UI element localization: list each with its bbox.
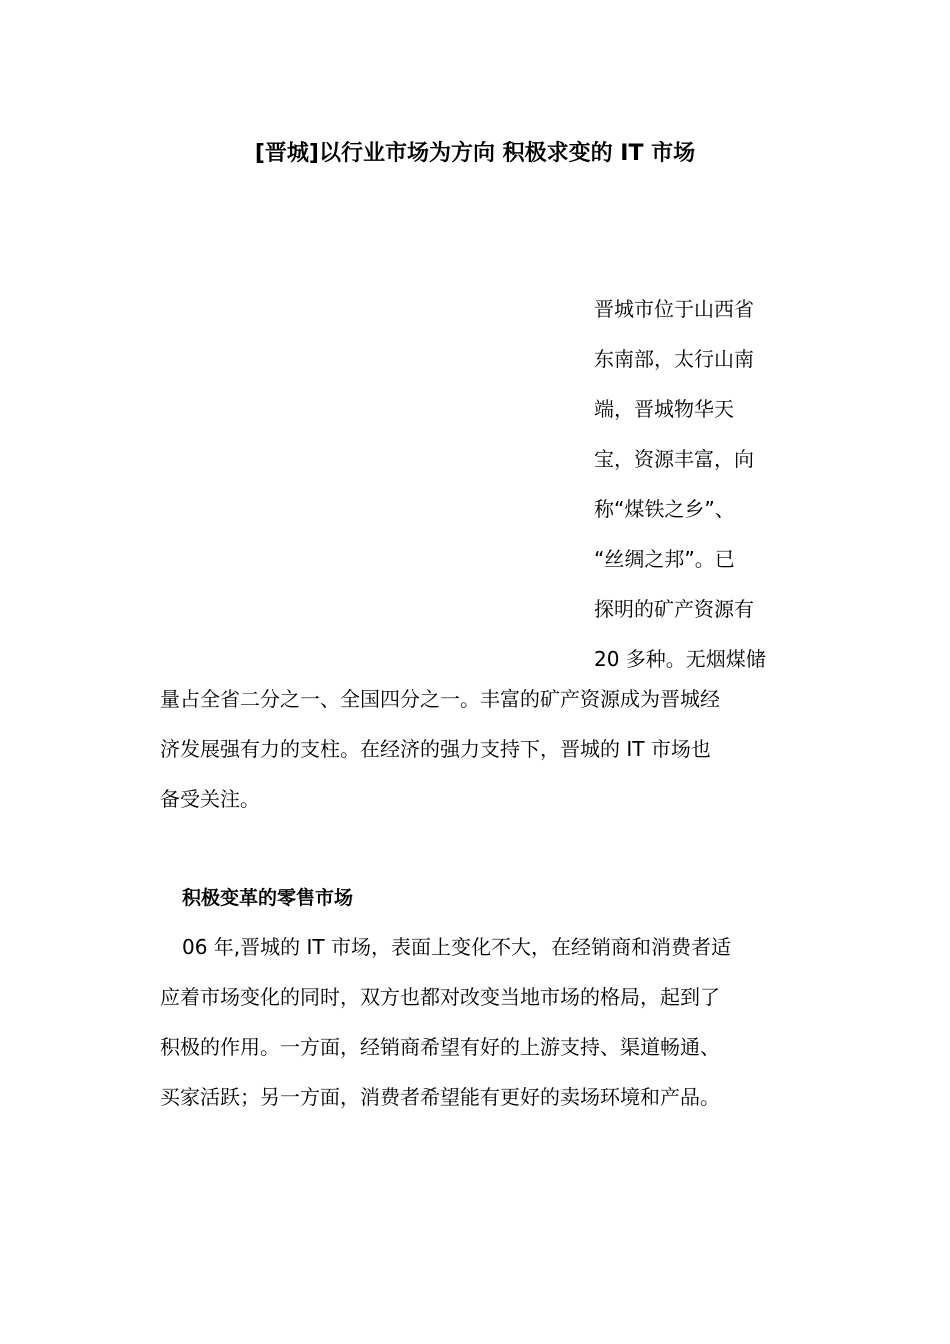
paragraph-line: “丝绸之邦”。已 [594,547,735,571]
paragraph-line: 东南部，太行山南 [594,347,754,371]
paragraph-line: 宝，资源丰富，向 [594,447,754,471]
paragraph-line: 买家活跃；另一方面，消费者希望能有更好的卖场环境和产品。 [160,1085,720,1109]
paragraph-line: 晋城市位于山西省 [594,297,754,321]
paragraph-line: 探明的矿产资源有 [594,597,754,621]
page-title: [晋城]以行业市场为方向 积极求变的 IT 市场 [254,141,696,166]
paragraph-line: 济发展强有力的支柱。在经济的强力支持下，晋城的 IT 市场也 [160,737,711,761]
intro-paragraph-continuation [160,674,800,824]
paragraph-line: 应着市场变化的同时，双方也都对改变当地市场的格局，起到了 [160,985,720,1009]
section-heading: 积极变革的零售市场 [182,887,354,909]
paragraph-line: 06 年,晋城的 IT 市场，表面上变化不大，在经销商和消费者适 [182,935,731,959]
section-paragraph [160,922,800,1122]
paragraph-line: 备受关注。 [160,787,260,811]
paragraph-line: 端，晋城物华天 [594,397,734,421]
paragraph-line: 积极的作用。一方面，经销商希望有好的上游支持、渠道畅通、 [160,1035,720,1059]
intro-wrapped-paragraph [594,284,794,684]
paragraph-line: 称“煤铁之乡”、 [594,497,735,521]
paragraph-line: 量占全省二分之一、全国四分之一。丰富的矿产资源成为晋城经 [160,687,720,711]
paragraph-line: 20 多种。无烟煤储 [594,647,766,671]
